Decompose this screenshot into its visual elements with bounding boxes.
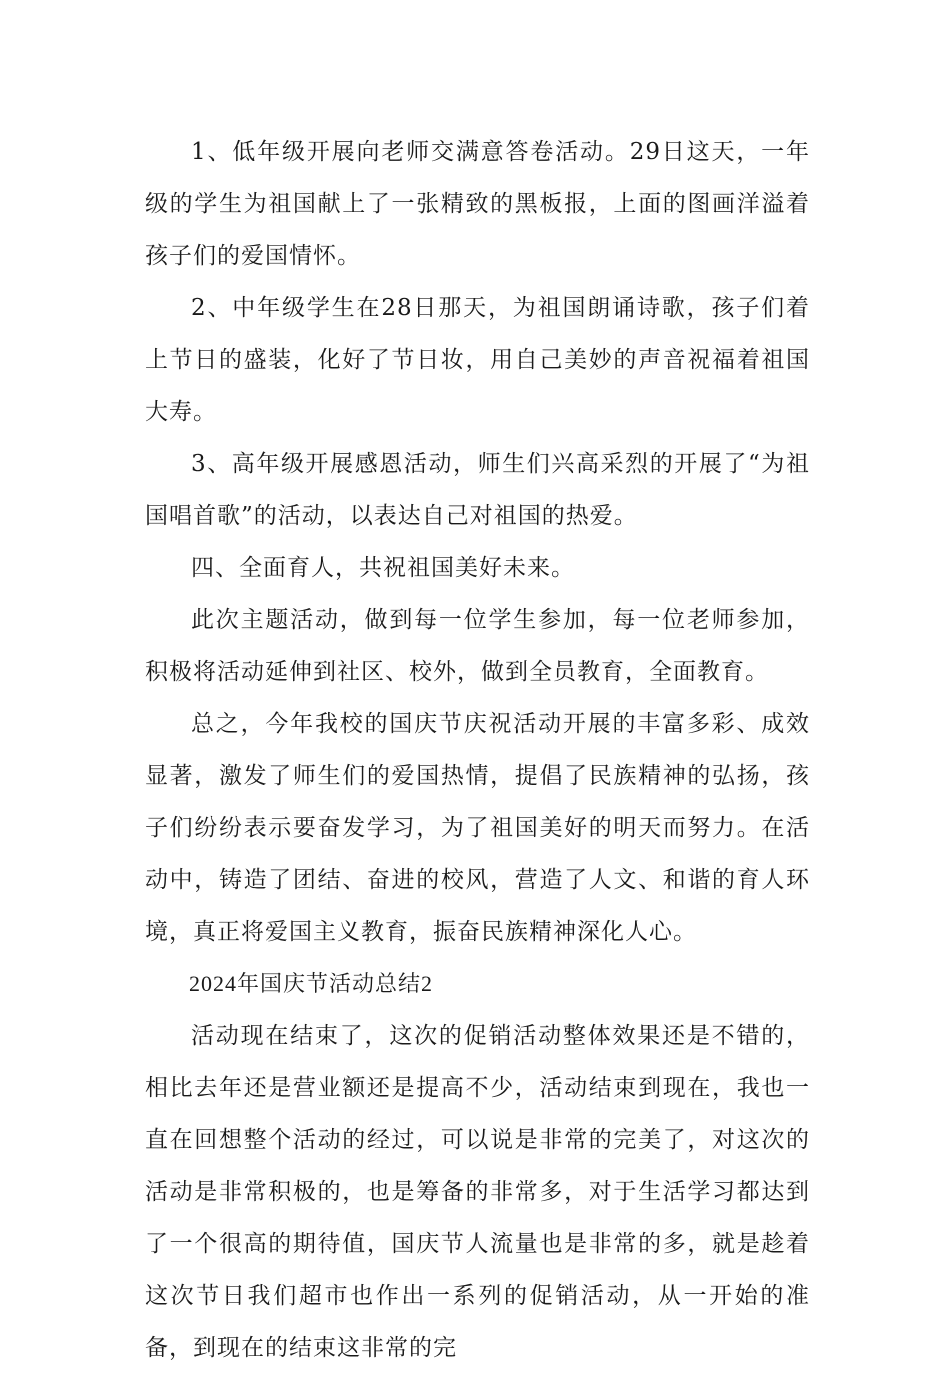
paragraph-theme-activity: 此次主题活动，做到每一位学生参加，每一位老师参加，积极将活动延伸到社区、校外，做到全员教育，全面教育。 bbox=[145, 607, 810, 685]
section-title: 2024年国庆节活动总结2 bbox=[189, 971, 434, 996]
paragraph-upper-grade: 3、高年级开展感恩活动，师生们兴高采烈的开展了“为祖国唱首歌”的活动，以表达自己对祖国的热爱。 bbox=[145, 451, 810, 529]
document-body bbox=[145, 126, 810, 1374]
paragraph-section-four: 四、全面育人，共祝祖国美好未来。 bbox=[191, 555, 575, 581]
paragraph-conclusion: 总之，今年我校的国庆节庆祝活动开展的丰富多彩、成效显著，激发了师生们的爱国热情，提倡了民族精神的弘扬，孩子们纷纷表示要奋发学习，为了祖国美好的明天而努力。在活动中，铸造了团结、奋进的校风，营造了人文、和谐的育人环境，真正将爱国主义教育，振奋民族精神深化人心。 bbox=[145, 711, 810, 945]
paragraph-middle-grade: 2、中年级学生在28日那天，为祖国朗诵诗歌，孩子们着上节日的盛装，化好了节日妆，用自己美妙的声音祝福着祖国大寿。 bbox=[145, 295, 810, 425]
paragraph-promotion: 活动现在结束了，这次的促销活动整体效果还是不错的，相比去年还是营业额还是提高不少，活动结束到现在，我也一直在回想整个活动的经过，可以说是非常的完美了，对这次的活动是非常积极的，也是筹备的非常多，对于生活学习都达到了一个很高的期待值，国庆节人流量也是非常的多，就是趁着这次节日我们超市也作出一系列的促销活动，从一开始的准备，到现在的结束这非常的完 bbox=[145, 1023, 810, 1361]
paragraph-lower-grade: 1、低年级开展向老师交满意答卷活动。29日这天，一年级的学生为祖国献上了一张精致的黑板报，上面的图画洋溢着孩子们的爱国情怀。 bbox=[145, 139, 810, 269]
